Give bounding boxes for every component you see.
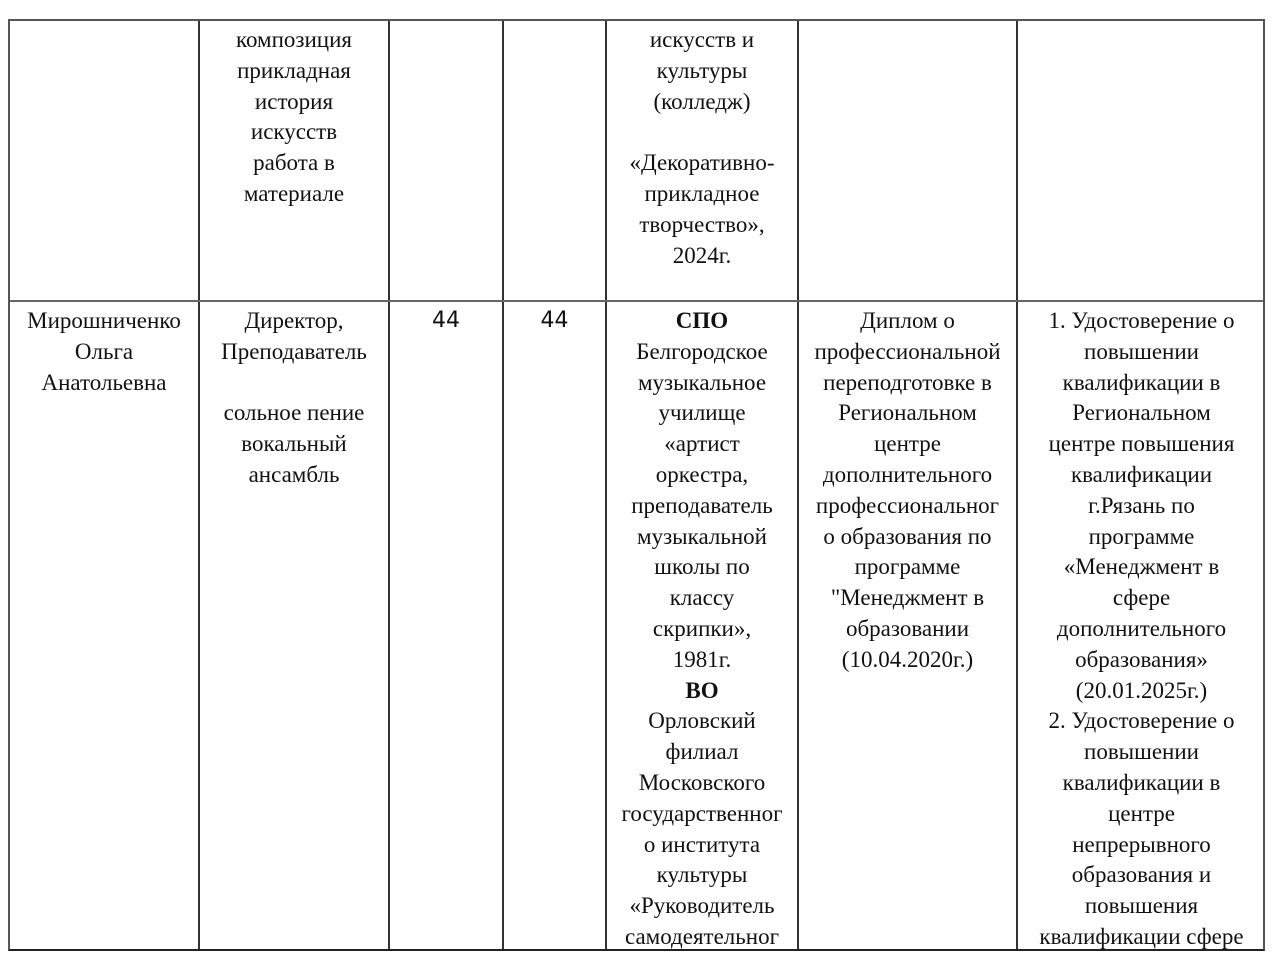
retraining-line: Региональном: [838, 400, 977, 426]
subject-line: искусств: [250, 119, 338, 145]
person-name-line: Анатольевна: [41, 369, 167, 395]
table-row-continued: [10, 21, 1263, 302]
vo-line: Московского: [638, 769, 766, 795]
position-line: ансамбль: [248, 461, 340, 487]
retraining-line: образовании: [845, 615, 970, 641]
qualification-line: (20.01.2025г.): [1075, 677, 1208, 703]
qualification-line: центре повышения: [1048, 431, 1235, 457]
qualification-line: сфере: [1112, 585, 1171, 611]
education-line: «Декоративно-: [629, 150, 775, 176]
total-experience-value: 44: [432, 308, 460, 333]
table-row-person: [10, 302, 1263, 949]
retraining-line: центре: [874, 431, 941, 457]
vo-line: самодеятельног: [624, 923, 780, 949]
teaching-experience-value: 44: [540, 308, 569, 333]
cell-total-experience: [390, 302, 504, 949]
cell-total-experience: [390, 21, 504, 300]
cell-teaching-experience: [504, 21, 607, 300]
qualification-line: образования и: [1071, 862, 1212, 888]
cell-qualification: [1018, 21, 1265, 300]
position-line: [200, 368, 388, 399]
qualification-line: центре: [1108, 800, 1175, 826]
spo-line: оркестра,: [655, 461, 749, 487]
education-line: искусств и: [649, 27, 755, 52]
qualification-line: г.Рязань по: [1088, 492, 1195, 518]
spo-line: «артист: [664, 431, 740, 457]
qualification-line: повышения: [1084, 893, 1199, 919]
vo-line: государственног: [621, 800, 783, 826]
cell-teaching-experience: [504, 302, 607, 949]
subject-line: прикладная: [237, 57, 351, 83]
qualification-line: повышении: [1084, 739, 1199, 765]
position-line: сольное пение: [223, 400, 365, 426]
qualification-line: «Менеджмент в: [1063, 554, 1220, 580]
spo-label: СПО: [675, 308, 729, 333]
spo-line: скрипки»,: [652, 615, 752, 641]
cell-retraining: [799, 21, 1018, 300]
retraining-line: дополнительного: [822, 461, 993, 487]
spo-line: классу: [669, 585, 735, 611]
position-line: Преподаватель: [221, 338, 367, 364]
vo-label: ВО: [685, 677, 719, 703]
cell-position: [200, 21, 390, 300]
retraining-line: профессиональног: [815, 492, 1000, 518]
vo-line: культуры: [656, 862, 748, 888]
subject-line: история: [254, 88, 334, 114]
spo-line: музыкальное: [637, 369, 767, 395]
education-line: культуры: [656, 57, 748, 83]
retraining-line: "Менеджмент в: [830, 585, 985, 611]
position-line: вокальный: [241, 431, 347, 457]
cell-name: [10, 21, 200, 300]
spo-line: Белгородское: [636, 338, 768, 364]
retraining-line: профессиональной: [814, 338, 1001, 364]
vo-line: о института: [643, 831, 761, 857]
subject-line: работа в: [253, 150, 335, 176]
education-line: творчество»,: [639, 211, 765, 237]
retraining-line: Диплом о: [860, 308, 955, 333]
qualification-line: 2. Удостоверение о: [1048, 708, 1235, 734]
spo-line: музыкальной: [637, 523, 767, 549]
person-name-line: Мирошниченко: [27, 308, 181, 333]
vo-line: филиал: [665, 739, 739, 765]
cell-position: [200, 302, 390, 949]
education-line: [607, 117, 797, 148]
cell-name: [10, 302, 200, 949]
education-line: (колледж): [653, 88, 751, 114]
spo-line: школы по: [654, 554, 750, 580]
cell-qualification: [1018, 302, 1265, 949]
retraining-line: программе: [854, 554, 961, 580]
cell-retraining: [799, 302, 1018, 949]
retraining-line: (10.04.2020г.): [841, 646, 974, 672]
retraining-line: о образования по: [823, 523, 992, 549]
position-line: Директор,: [244, 308, 344, 333]
staff-table: [8, 19, 1265, 951]
spo-line: преподаватель: [631, 492, 773, 518]
qualification-line: повышении: [1084, 338, 1199, 364]
qualification-line: образования»: [1075, 646, 1208, 672]
vo-line: Орловский: [648, 708, 756, 734]
qualification-line: программе: [1088, 523, 1195, 549]
qualification-line: 1. Удостоверение о: [1048, 308, 1235, 333]
qualification-line: квалификации: [1070, 461, 1213, 487]
subject-line: материале: [243, 180, 345, 206]
vo-line: «Руководитель: [629, 893, 775, 919]
qualification-line: непрерывного: [1072, 831, 1211, 857]
education-line: 2024г.: [672, 242, 732, 268]
education-line: прикладное: [644, 180, 760, 206]
qualification-line: дополнительного: [1056, 615, 1227, 641]
qualification-line: Региональном: [1072, 400, 1211, 426]
cell-education: [607, 302, 799, 949]
qualification-line: квалификации сфере: [1039, 923, 1244, 949]
qualification-line: квалификации в: [1062, 369, 1221, 395]
retraining-line: переподготовке в: [823, 369, 992, 395]
spo-line: 1981г.: [672, 646, 732, 672]
person-name-line: Ольга: [74, 338, 134, 364]
qualification-line: квалификации в: [1062, 769, 1221, 795]
spo-line: училище: [658, 400, 746, 426]
cell-education: [607, 21, 799, 300]
subject-line: композиция: [235, 27, 353, 52]
